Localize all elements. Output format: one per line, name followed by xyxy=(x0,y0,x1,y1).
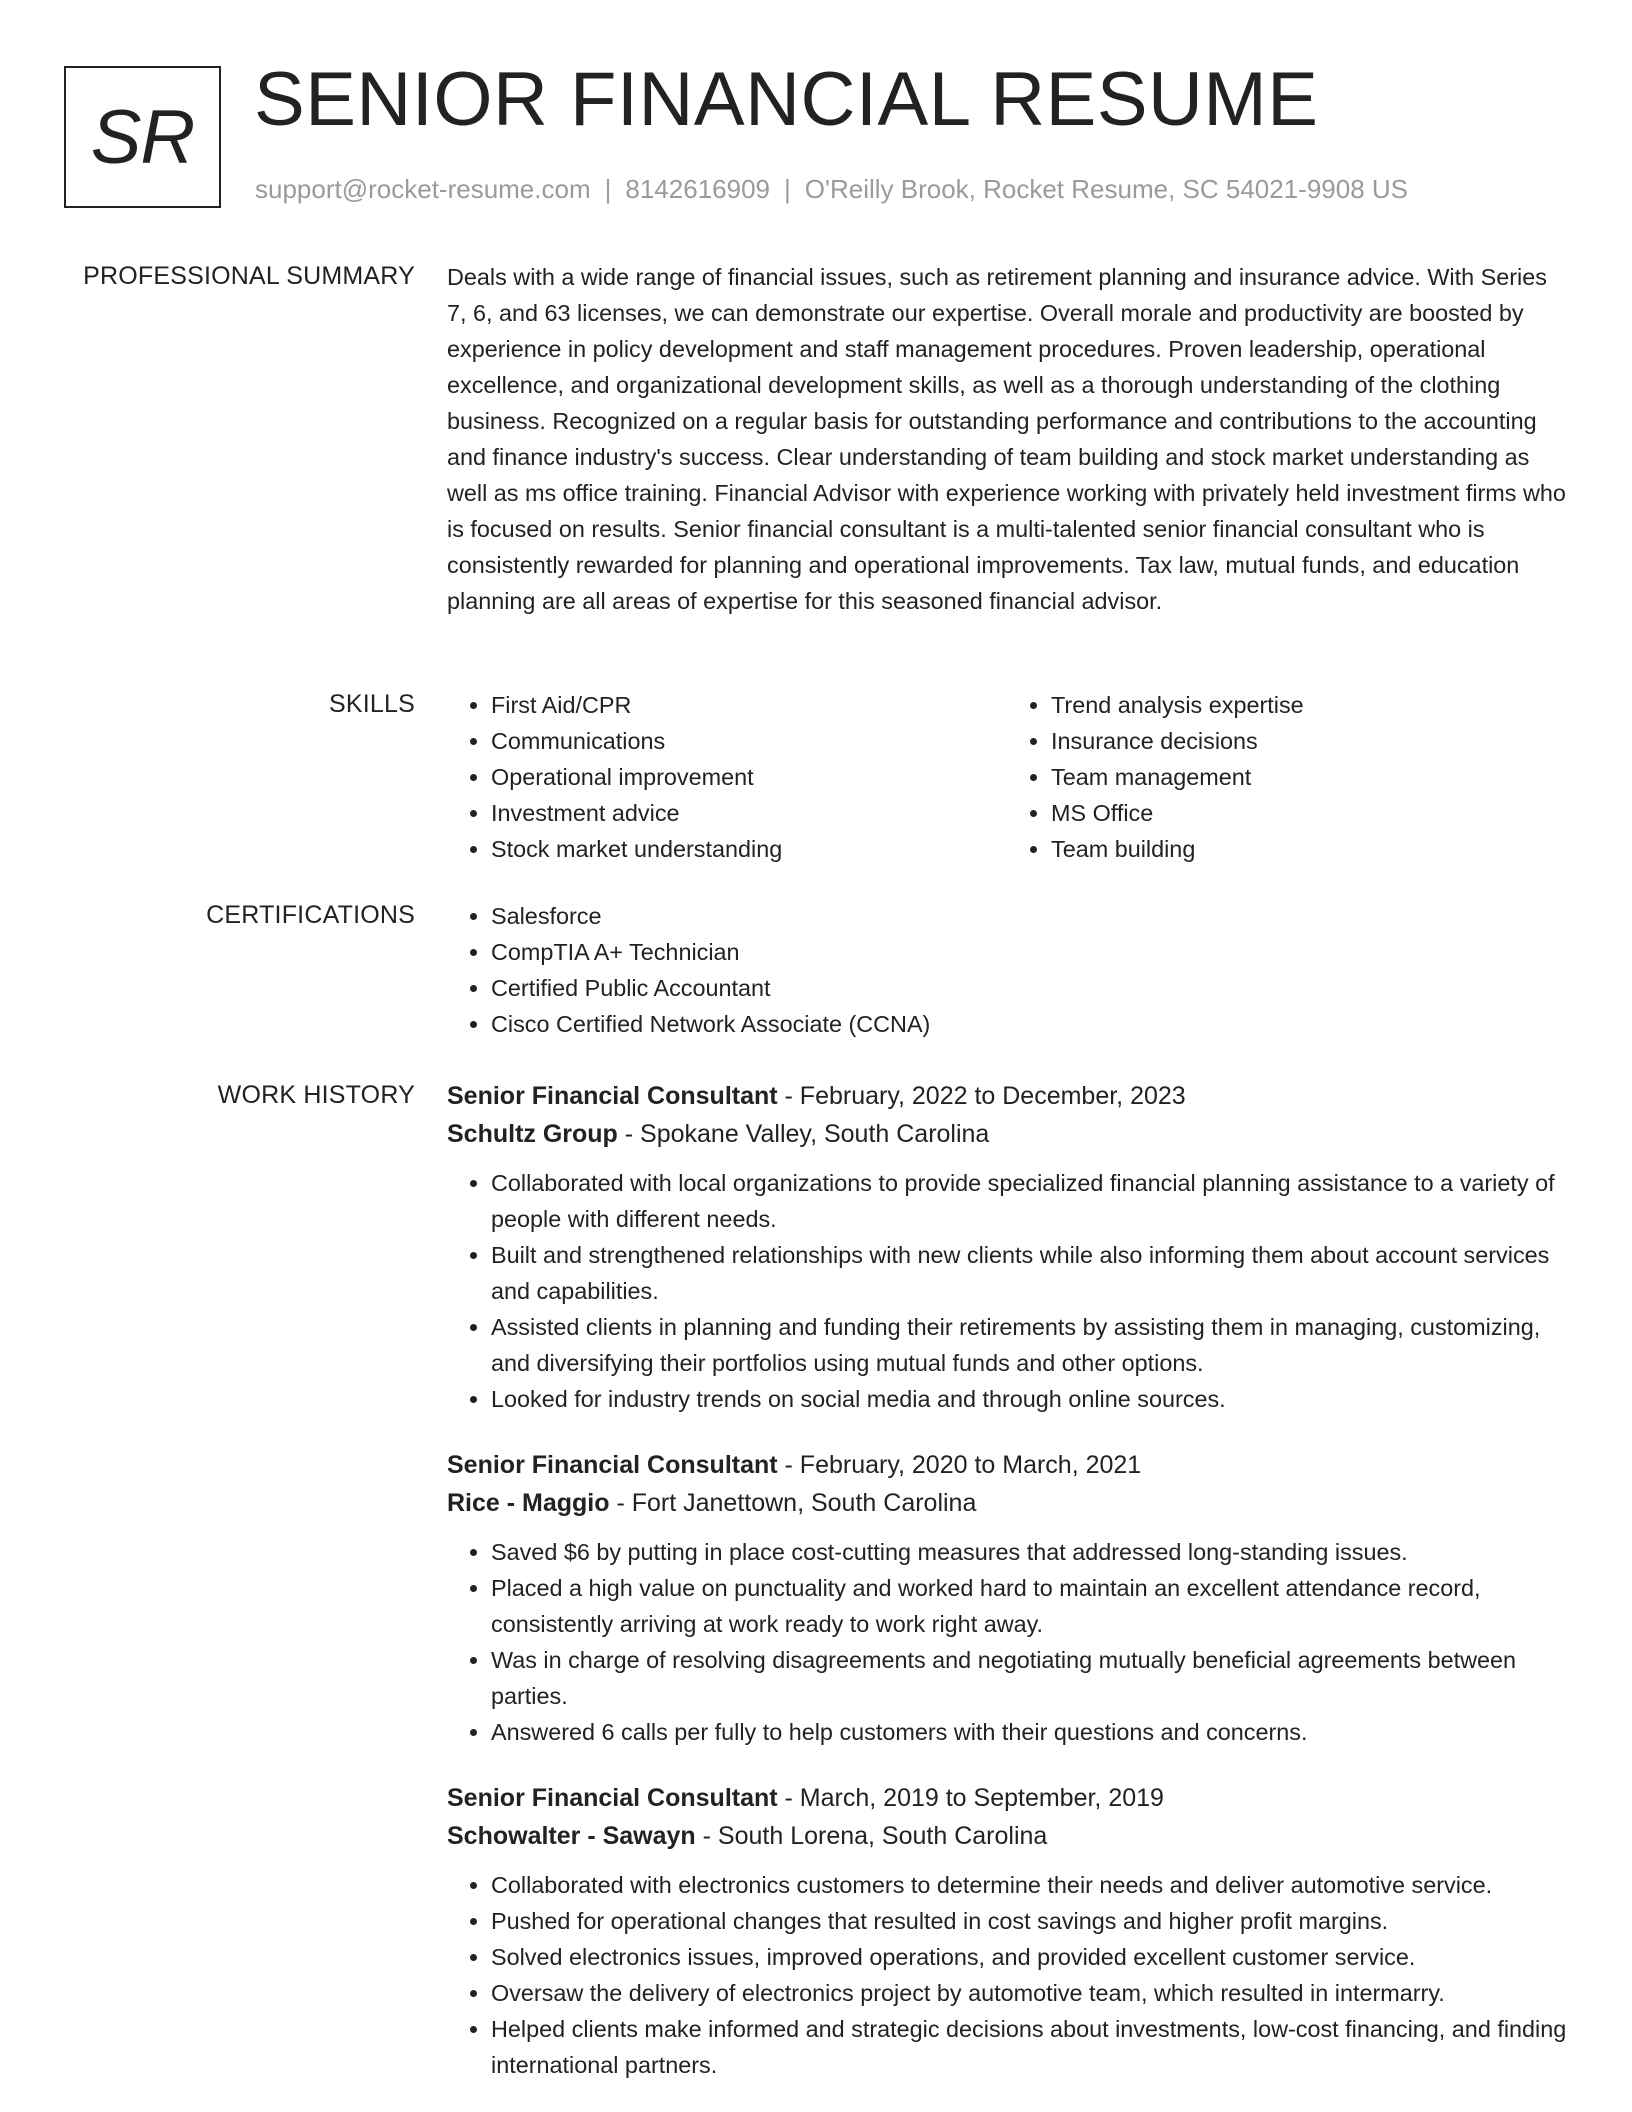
contact-separator: | xyxy=(784,174,791,204)
job-company: Schultz Group xyxy=(447,1120,618,1148)
skill-item: • Team building xyxy=(1051,831,1567,867)
skill-item: • MS Office xyxy=(1051,795,1567,831)
job-title: Senior Financial Consultant xyxy=(447,1451,778,1479)
resume-title: SENIOR FINANCIAL RESUME xyxy=(254,57,1319,142)
job-company: Rice - Maggio xyxy=(447,1489,610,1517)
job-bullet: • Answered 6 calls per fully to help customers with their questions and concerns. xyxy=(491,1714,1567,1750)
job-title: Senior Financial Consultant xyxy=(447,1082,778,1110)
job-company-line xyxy=(447,1817,1567,1855)
job-entry xyxy=(447,1077,1567,1417)
skills-body xyxy=(447,687,1567,867)
skill-item: • Stock market understanding xyxy=(491,831,1007,867)
certification-item: • CompTIA A+ Technician xyxy=(491,934,1567,970)
summary-text: Deals with a wide range of financial issues, such as retirement planning and insurance advice. With Series 7, 6, and 63 licenses, we can demonstrate our expertise. Overall morale and productivity are boosted by experience in policy development and staff management procedures. Proven leadership, operational excellence, and organizational development skills, as well as a thorough understanding of the clothing business. Recognized on a regular basis for outstanding performance and contributions to the accounting and finance industry's success. Clear understanding of team building and stock market understanding as well as ms office training. Financial Advisor with experience working with privately held investment firms who is focused on results. Senior financial consultant is a multi-talented senior financial consultant who is consistently rewarded for planning and operational improvements. Tax law, mutual funds, and education planning are all areas of expertise for this seasoned financial advisor. xyxy=(447,264,1566,614)
job-title-line xyxy=(447,1779,1567,1817)
job-bullet: • Was in charge of resolving disagreements and negotiating mutually beneficial agreements between parties. xyxy=(491,1642,1567,1714)
section-label-skills: SKILLS xyxy=(329,690,415,718)
job-entry xyxy=(447,1779,1567,2083)
job-location: - Fort Janettown, South Carolina xyxy=(609,1489,977,1517)
job-dates: - March, 2019 to September, 2019 xyxy=(777,1784,1164,1812)
job-title: Senior Financial Consultant xyxy=(447,1784,778,1812)
job-entry xyxy=(447,1446,1567,1750)
skills-list-left xyxy=(447,687,1007,867)
skill-item: • Insurance decisions xyxy=(1051,723,1567,759)
contact-email: support@rocket-resume.com xyxy=(255,174,591,204)
skill-item: • Team management xyxy=(1051,759,1567,795)
job-title-line xyxy=(447,1077,1567,1115)
job-bullet: • Assisted clients in planning and funding their retirements by assisting them in managing, customizing, and diversifying their portfolios using mutual funds and other options. xyxy=(491,1309,1567,1381)
job-title-line xyxy=(447,1446,1567,1484)
job-bullet: • Oversaw the delivery of electronics project by automotive team, which resulted in intermarry. xyxy=(491,1975,1567,2011)
skill-item: • First Aid/CPR xyxy=(491,687,1007,723)
section-label-work-history: WORK HISTORY xyxy=(217,1081,415,1109)
job-bullet: • Helped clients make informed and strategic decisions about investments, low-cost financing, and finding international partners. xyxy=(491,2011,1567,2083)
contact-address: O'Reilly Brook, Rocket Resume, SC 54021-9908 US xyxy=(804,174,1408,204)
skill-item: • Communications xyxy=(491,723,1007,759)
certification-item: • Salesforce xyxy=(491,898,1567,934)
certification-item: • Cisco Certified Network Associate (CCNA) xyxy=(491,1006,1567,1042)
job-location: - Spokane Valley, South Carolina xyxy=(617,1120,990,1148)
job-bullet: • Collaborated with electronics customers to determine their needs and deliver automotive service. xyxy=(491,1867,1567,1903)
monogram-badge xyxy=(64,66,221,208)
section-label-certifications: CERTIFICATIONS xyxy=(206,901,415,929)
summary-body xyxy=(447,259,1567,619)
contact-line xyxy=(255,174,1408,205)
job-bullets xyxy=(447,1534,1567,1750)
skill-item: • Trend analysis expertise xyxy=(1051,687,1567,723)
job-dates: - February, 2020 to March, 2021 xyxy=(777,1451,1142,1479)
skill-item: • Operational improvement xyxy=(491,759,1007,795)
job-bullet: • Looked for industry trends on social media and through online sources. xyxy=(491,1381,1567,1417)
certification-item: • Certified Public Accountant xyxy=(491,970,1567,1006)
job-bullet: • Saved $6 by putting in place cost-cutting measures that addressed long-standing issues. xyxy=(491,1534,1567,1570)
job-bullet: • Solved electronics issues, improved operations, and provided excellent customer service. xyxy=(491,1939,1567,1975)
section-label-summary: PROFESSIONAL SUMMARY xyxy=(83,262,415,290)
work-history-body xyxy=(447,1077,1567,2083)
job-bullet: • Collaborated with local organizations to provide specialized financial planning assistance to a variety of people with different needs. xyxy=(491,1165,1567,1237)
job-bullet: • Built and strengthened relationships with new clients while also informing them about account services and capabilities. xyxy=(491,1237,1567,1309)
job-company: Schowalter - Sawayn xyxy=(447,1822,696,1850)
skill-item: • Investment advice xyxy=(491,795,1007,831)
job-bullet: • Pushed for operational changes that resulted in cost savings and higher profit margins. xyxy=(491,1903,1567,1939)
job-location: - South Lorena, South Carolina xyxy=(695,1822,1048,1850)
skills-columns xyxy=(447,687,1567,867)
job-bullets xyxy=(447,1165,1567,1417)
contact-separator: | xyxy=(604,174,612,204)
certifications-list xyxy=(447,898,1567,1042)
job-company-line xyxy=(447,1484,1567,1522)
contact-phone: 8142616909 xyxy=(625,174,770,204)
job-bullet: • Placed a high value on punctuality and worked hard to maintain an excellent attendance record, consistently arriving at work ready to work right away. xyxy=(491,1570,1567,1642)
certifications-body xyxy=(447,898,1567,1042)
monogram-initials: SR xyxy=(90,94,195,180)
job-bullets xyxy=(447,1867,1567,2083)
job-company-line xyxy=(447,1115,1567,1153)
job-dates: - February, 2022 to December, 2023 xyxy=(777,1082,1186,1110)
skills-list-right xyxy=(1007,687,1567,867)
